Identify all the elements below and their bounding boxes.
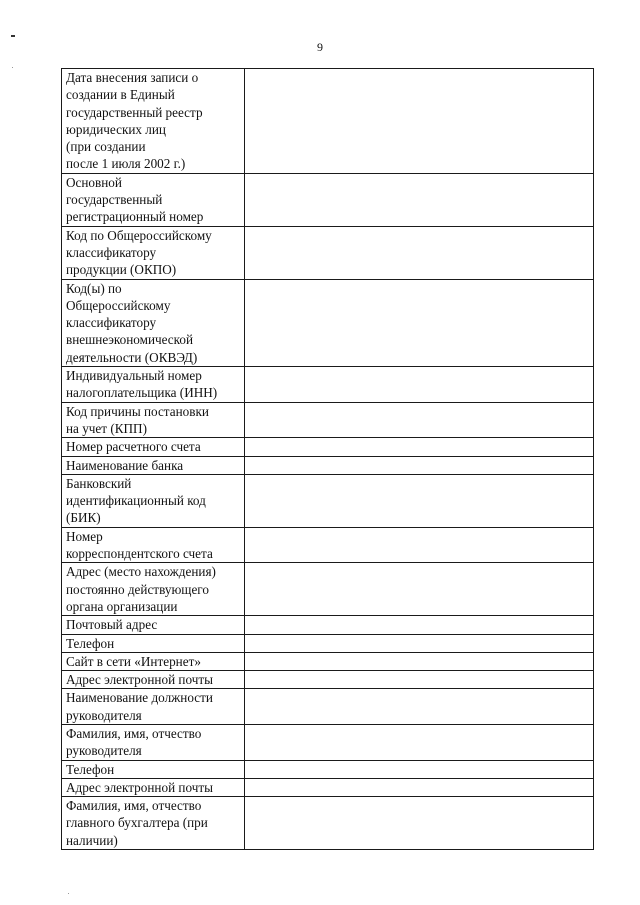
row-label: Телефон [62,760,245,778]
row-value-field[interactable] [245,474,594,527]
row-value-field[interactable] [245,634,594,652]
table-row [62,724,594,760]
table-row [62,616,594,634]
table-row [62,634,594,652]
row-value-field[interactable] [245,652,594,670]
row-label: Номер корреспондентского счета [62,527,245,563]
table-row [62,778,594,796]
row-label: Код по Общероссийскому классификатору продукции (ОКПО) [62,226,245,279]
row-label: Фамилия, имя, отчество руководителя [62,724,245,760]
row-value-field[interactable] [245,616,594,634]
row-value-field[interactable] [245,279,594,366]
row-label: Почтовый адрес [62,616,245,634]
table-row [62,652,594,670]
row-label: Код причины постановки на учет (КПП) [62,402,245,438]
row-value-field[interactable] [245,671,594,689]
row-value-field[interactable] [245,367,594,403]
row-label: Дата внесения записи о создании в Единый государственный реестр юридических лиц (при создании после 1 июля 2002 г.) [62,69,245,174]
row-label: Индивидуальный номер налогоплательщика (ИНН) [62,367,245,403]
row-value-field[interactable] [245,456,594,474]
row-value-field[interactable] [245,402,594,438]
row-value-field[interactable] [245,797,594,850]
scan-artifact [68,893,69,894]
row-label: Код(ы) по Общероссийскому классификатору внешнеэкономической деятельности (ОКВЭД) [62,279,245,366]
row-value-field[interactable] [245,527,594,563]
row-label: Адрес электронной почты [62,671,245,689]
row-value-field[interactable] [245,689,594,725]
table-row [62,402,594,438]
row-label: Адрес электронной почты [62,778,245,796]
row-label: Телефон [62,634,245,652]
table-row [62,760,594,778]
table-row [62,563,594,616]
table-row [62,671,594,689]
table-row [62,173,594,226]
page-number: 9 [317,40,323,54]
row-value-field[interactable] [245,760,594,778]
table-row [62,474,594,527]
table-row [62,527,594,563]
row-value-field[interactable] [245,226,594,279]
table-body [62,69,594,850]
table-row [62,367,594,403]
scan-artifact [11,35,15,37]
row-label: Банковский идентификационный код (БИК) [62,474,245,527]
row-value-field[interactable] [245,438,594,456]
organization-details-table [61,68,594,850]
table-row [62,69,594,174]
row-value-field[interactable] [245,173,594,226]
row-label: Фамилия, имя, отчество главного бухгалтера (при наличии) [62,797,245,850]
row-value-field[interactable] [245,724,594,760]
scan-artifact [12,67,13,68]
row-label: Основной государственный регистрационный номер [62,173,245,226]
table-row [62,797,594,850]
row-label: Адрес (место нахождения) постоянно действующего органа организации [62,563,245,616]
table-row [62,226,594,279]
row-label: Наименование должности руководителя [62,689,245,725]
row-value-field[interactable] [245,69,594,174]
row-label: Наименование банка [62,456,245,474]
table-row [62,279,594,366]
row-label: Номер расчетного счета [62,438,245,456]
row-value-field[interactable] [245,563,594,616]
table-row [62,689,594,725]
row-label: Сайт в сети «Интернет» [62,652,245,670]
row-value-field[interactable] [245,778,594,796]
table-row [62,438,594,456]
table-row [62,456,594,474]
